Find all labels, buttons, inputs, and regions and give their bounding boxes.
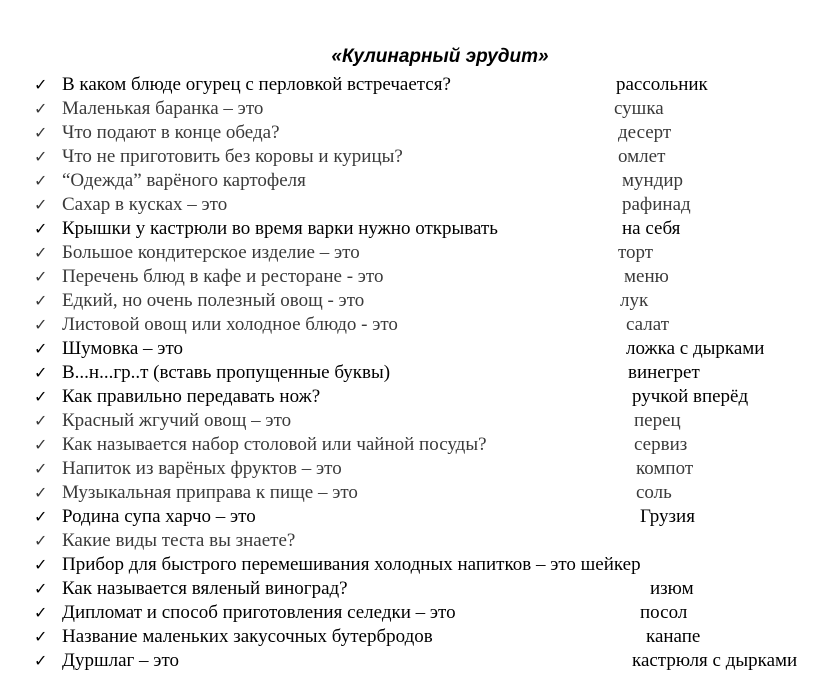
list-item: [0, 217, 816, 241]
answer-text: салат: [626, 314, 669, 335]
question-text: Большое кондитерское изделие – это: [62, 242, 360, 263]
check-icon: ✓: [34, 75, 48, 94]
answer-text: Грузия: [640, 506, 695, 527]
check-icon: ✓: [34, 651, 48, 670]
check-icon: ✓: [34, 267, 48, 286]
check-icon: ✓: [34, 147, 48, 166]
answer-text: омлет: [618, 146, 666, 167]
check-icon: ✓: [34, 531, 48, 550]
answer-text: ложка с дырками: [626, 338, 765, 359]
answer-text: компот: [636, 458, 694, 479]
answer-text: ручкой вперёд: [632, 386, 749, 407]
list-item: [0, 601, 816, 625]
answer-text: рассольник: [616, 74, 708, 95]
list-item: [0, 97, 816, 121]
list-item: [0, 625, 816, 649]
question-text: Сахар в кусках – это: [62, 194, 228, 215]
question-text: Родина супа харчо – это: [62, 506, 256, 527]
check-icon: ✓: [34, 291, 48, 310]
list-item: [0, 313, 816, 337]
question-text: Шумовка – это: [62, 338, 183, 359]
list-item: [0, 649, 816, 673]
question-text: Как называется вяленый виноград?: [62, 578, 348, 599]
answer-text: кастрюля с дырками: [632, 650, 798, 671]
check-icon: ✓: [34, 411, 48, 430]
question-text: Какие виды теста вы знаете?: [62, 530, 296, 551]
question-text: Дуршлаг – это: [62, 650, 180, 671]
check-icon: ✓: [34, 435, 48, 454]
list-item: [0, 169, 816, 193]
check-icon: ✓: [34, 99, 48, 118]
question-text: Перечень блюд в кафе и ресторане - это: [62, 266, 384, 287]
answer-text: лук: [620, 290, 649, 311]
check-icon: ✓: [34, 219, 48, 238]
list-item: [0, 193, 816, 217]
check-icon: ✓: [34, 123, 48, 142]
question-text: Едкий, но очень полезный овощ - это: [62, 290, 365, 311]
answer-text: сервиз: [634, 434, 688, 455]
list-item: [0, 145, 816, 169]
answer-text: десерт: [618, 122, 672, 143]
list-item: [0, 289, 816, 313]
check-icon: ✓: [34, 363, 48, 382]
check-icon: ✓: [34, 627, 48, 646]
answer-text: канапе: [646, 626, 701, 647]
answer-text: изюм: [650, 578, 694, 599]
list-item: [0, 529, 816, 553]
question-text: Крышки у кастрюли во время варки нужно открывать: [62, 218, 498, 239]
check-icon: ✓: [34, 387, 48, 406]
list-item: [0, 361, 816, 385]
answer-text: меню: [624, 266, 669, 287]
answer-text: рафинад: [622, 194, 691, 215]
question-text: Дипломат и способ приготовления селедки – это: [62, 602, 456, 623]
check-icon: ✓: [34, 507, 48, 526]
question-text: Красный жгучий овощ – это: [62, 410, 292, 431]
question-text: Листовой овощ или холодное блюдо - это: [62, 314, 398, 335]
check-icon: ✓: [34, 243, 48, 262]
question-text: Музыкальная приправа к пище – это: [62, 482, 358, 503]
question-text: Название маленьких закусочных бутербродов: [62, 626, 433, 647]
list-item: [0, 385, 816, 409]
list-item: [0, 553, 816, 577]
check-icon: ✓: [34, 579, 48, 598]
question-text: Прибор для быстрого перемешивания холодных напитков – это шейкер: [62, 554, 641, 575]
list-item: [0, 265, 816, 289]
check-icon: ✓: [34, 555, 48, 574]
list-item: [0, 577, 816, 601]
list-item: [0, 73, 816, 97]
list-item: [0, 457, 816, 481]
list-item: [0, 505, 816, 529]
answer-text: сушка: [614, 98, 664, 119]
answer-text: посол: [640, 602, 688, 623]
question-text: Что не приготовить без коровы и курицы?: [62, 146, 403, 167]
check-icon: ✓: [34, 315, 48, 334]
check-icon: ✓: [34, 171, 48, 190]
answer-text: соль: [636, 482, 672, 503]
check-icon: ✓: [34, 339, 48, 358]
list-item: [0, 481, 816, 505]
check-icon: ✓: [34, 195, 48, 214]
answer-text: торт: [618, 242, 654, 263]
question-text: Что подают в конце обеда?: [62, 122, 280, 143]
question-text: “Одежда” варёного картофеля: [62, 170, 306, 191]
question-text: Маленькая баранка – это: [62, 98, 264, 119]
list-item: [0, 121, 816, 145]
answer-text: перец: [634, 410, 681, 431]
check-icon: ✓: [34, 459, 48, 478]
answer-text: винегрет: [628, 362, 700, 383]
check-icon: ✓: [34, 603, 48, 622]
question-text: Напиток из варёных фруктов – это: [62, 458, 342, 479]
list-item: [0, 337, 816, 361]
answer-text: на себя: [622, 218, 681, 239]
list-item: [0, 409, 816, 433]
page-title: «Кулинарный эрудит»: [331, 46, 549, 67]
answer-text: мундир: [622, 170, 684, 191]
check-icon: ✓: [34, 483, 48, 502]
list-item: [0, 241, 816, 265]
question-text: Как называется набор столовой или чайной посуды?: [62, 434, 487, 455]
question-text: В...н...гр..т (вставь пропущенные буквы): [62, 362, 391, 383]
question-text: Как правильно передавать нож?: [62, 386, 321, 407]
list-item: [0, 433, 816, 457]
question-text: В каком блюде огурец с перловкой встречается?: [62, 74, 451, 95]
